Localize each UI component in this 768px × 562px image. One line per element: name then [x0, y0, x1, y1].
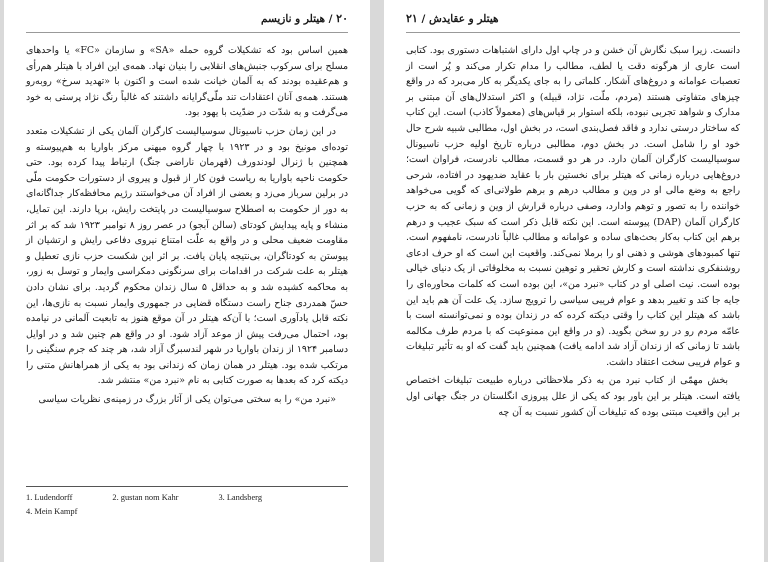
left-paragraph-2: در این زمان حزب ناسیونال سوسیالیست کارگران آلمان یکی از تشکیلات متعدد توده‌ای مونیخ بود و در ۱۹۲۳ با چهار گروه میهنی مرکز باواریا به هم‌پیوسته و همچنین با ژنرال لودندورف (قهرمان ناراضی جنگ) ارتباط پیدا کرده بود. حتی حکومت ناحیه باواریا به ریاست فون کار از قبول و پیروی از دستورات حکومت ملّی در برلین سرباز می‌زد و بعضی از افراد آن می‌خواستند رژیم محافظه‌کار جداگانه‌ای به دور از حکومت به اصطلاح سوسیالیست در پایتخت رایش، برپا دارند. این تمایل، منشاء و پایه پیدایش کودتای (سالن آبجو) در عصر روز ۸ نوامبر ۱۹۲۳ شد که بر اثر مقاومت ضعیف محلی و در واقع به علّت امتناع نیروی دفاعی رایش و ارتشیان از پیوستن به کودتاگران، بی‌نتیجه پایان یافت. بر اثر این شکست حزب نازی تعطیل و هیتلر به علت شرکت در اقدامات برای سرنگونی دمکراسی وایمار و توسل به زور، به محاکمه کشیده شد و به حداقل ۵ سال زندان محکوم گردید. برای نشان دادن حسّ همدردی جناح راست دستگاه قضایی در جمهوری وایمار نسبت به نازی‌ها، این نکته قابل یادآوری است؛ با آن‌که هیتلر در آن موقع هنوز به تابعیت آلمانی در نیامده بود، احتمال می‌رفت پیش از موعد آزاد شود. او در واقع هم چنین شد و در اوایل دسامبر ۱۹۲۴ از زندان باواریا در شهر لندسبرگ آزاد شد، هر چند که جرم سنگینی را مرتکب شده بود. هیتلر در همان زمان که زندانی بود به یکی از همراهانش متنی را دیکته کرد که بعدها به صورت کتابی به نام «نبرد من» منتشر شد. [26, 125, 349, 387]
footnote-row [26, 507, 348, 516]
left-page-number: ۲۰ [336, 12, 348, 25]
right-paragraph-2: بخش مهمّی از کتاب نبرد من به ذکر ملاحظاتی درباره طبیعت تبلیغات اختصاص یافته است. هیتلر بر این باور بود که یکی از علل پیروزی انگلستان در جنگ جهانی اول بر این واقعیت مبتنی بوده که تبلیغات آن کشور نسبت به آن چه [406, 375, 740, 418]
right-page-running-title: هیتلر و عقایدش [428, 13, 499, 25]
footnotes [26, 486, 348, 521]
left-page-running-title: هیتلر و نازیسم [261, 13, 326, 25]
left-page-header-separator: / [325, 13, 333, 25]
footnote-row [26, 493, 348, 502]
left-paragraph-3: «نبرد من» را به سختی می‌توان یکی از آثار بزرگ در زمینه‌ی نظریات سیاسی [38, 394, 336, 406]
right-page-body [406, 43, 740, 420]
footnote-2: 2. gustan nom Kahr [112, 493, 179, 502]
right-paragraph-1: دانست. زیرا سبک نگارش آن خشن و در چاپ اول دارای اشتباهات دستوری بود. کتابی است عاری از هرگونه دقت یا لطف، مطالب را مدام تکرار می‌کند و پُر است از تعصبات عوامانه و دروغ‌های آشکار. کلماتی را به جای یکدیگر به کار می‌برد که در واقع چیزهای متفاوتی هستند (مردم، ملّت، نژاد، قبیله) و اکثر استدلال‌های آن مبتنی بر مدارک و شواهد تجربی نبوده، بلکه استوار بر قیاس‌های (معمولاً کاذب) است. این کتاب که ساختار درستی ندارد و فاقد فصل‌بندی است، در بخش اول، مطالبی شبیه شرح حال خود او را شامل است. در بخش دوم، مطالبی درباره تاریخ اولیه حزب ناسیونال سوسیالیست کارگران آلمان دارد. در هر دو قسمت، مطالب نادرست، فراوان است؛ دروغ‌هایی درباره زمانی که هیتلر برای نخستین بار با عقاید ضدیهود در افتاده، شرحی راجع به وضع مالی او در وین و مطالب درهم و برهم طولانی‌ای که گویی می‌خواهد خواننده را به تصور و توهم وادارد، وصفی درباره قرارش از وین و زمانی که به حزب کارگران آلمان (DAP) پیوسته است. این نکته قابل ذکر است که سبک عجیب و درهم برهم این کتاب به‌کار بحث‌های ساده و عوامانه و مطالب غالباً نادرست، نامفهوم است. تنها کمبودهای هوشی و ذهنی او را برملا نمی‌کند. واقعیت این است که او حرف ادعای روشنفکری نداشته است و کارش تحقیر و توهین نسبت به مخلوقاتی از یک دنیای خیالی بوده است. نیت اصلی او در کتاب «نبرد من»، این بوده است که کلمات محاوره‌ای را جایه جا کند و تغییر بدهد و عوام فریبی سیاسی را ترویج سازد. یک علت آن هم باید این باشد که هیتلر این کتاب را وقتی دیکته کرده که در زندان بوده و نمی‌توانسته است با عامّه مردم رو در رو سخن بگوید. (و در واقع این ممنوعیت که با مردم طرف مکالمه باشد تا زمانی که از زندان آزاد شد ادامه یافت) همچنین باید گفت که او به تأثیر تبلیغات و عوام فریبی سخت اعتقاد داشت. [406, 45, 740, 368]
left-page-header-title-group [261, 12, 348, 25]
left-page-body [26, 43, 348, 408]
left-paragraph-1: همین اساس بود که تشکیلات گروه حمله «SA» و سازمان «FC» یا واحدهای مسلح برای سرکوب جنبش‌های انقلابی را بنیان نهاد. همه‌ی این افراد با هیتلر هم‌رأی و هم‌عقیده بودند که به آلمان خیانت شده است و اکنون با «تهدید سرخ» روبه‌رو هستند. همه‌ی آنان اعتقادات تند ملّی‌گرایانه داشتند که غالباً رنگ نژاد پرستی به خود می‌گرفت و به شدّت در ضدّیت با یهود بود. [26, 45, 349, 119]
right-page-header-title-group [406, 12, 499, 25]
right-page-header [406, 12, 740, 33]
left-page [4, 0, 370, 562]
footnote-3: 3. Landsberg [218, 493, 263, 502]
footnote-4: 4. Mein Kampf [26, 507, 78, 516]
left-page-header [26, 12, 348, 33]
right-page [384, 0, 764, 562]
footnote-1: 1. Ludendorff [26, 493, 73, 502]
right-page-number: ۲۱ [406, 12, 418, 25]
right-page-header-separator: / [417, 13, 426, 25]
